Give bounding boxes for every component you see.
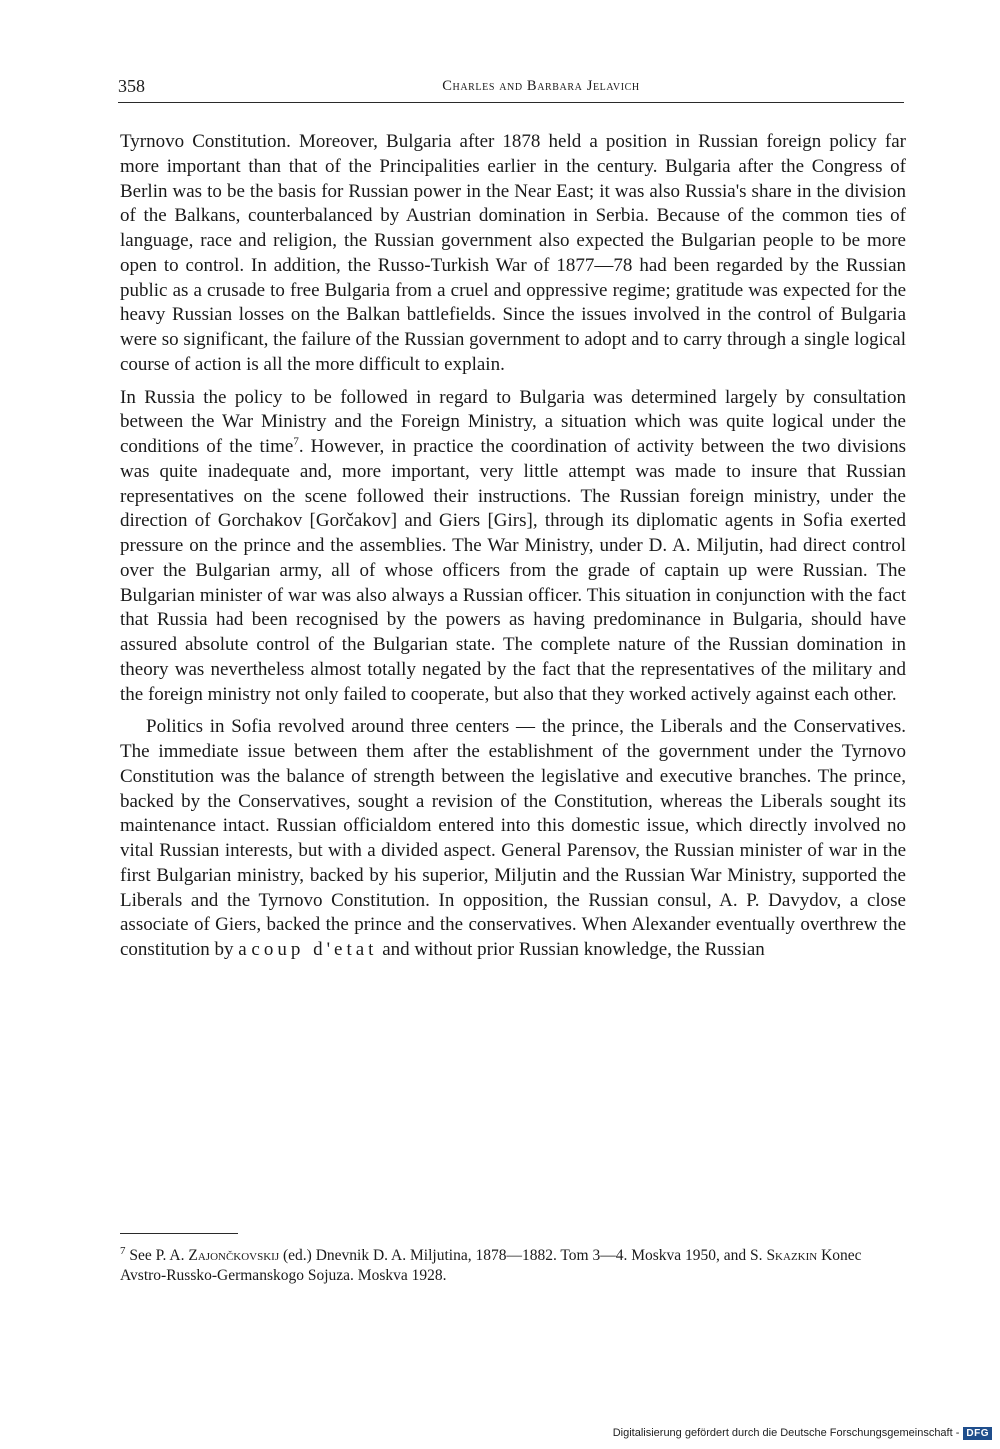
- footnote-author-1: Zajončkovskij: [188, 1247, 280, 1264]
- page-header: [118, 76, 904, 103]
- running-head-text: Charles and Barbara Jelavich: [442, 78, 640, 94]
- footnote-reference: 7: [293, 435, 299, 448]
- funding-text: Digitalisierung gefördert durch die Deutsche Forschungsgemeinschaft -: [612, 1427, 960, 1439]
- paragraph-1: Tyrnovo Constitution. Moreover, Bulgaria after 1878 held a position in Russian foreign policy far more important than that of the Principalities earlier in the century. Bulgaria after the Congress of Berlin was to be the basis for Russian power in the Near East; it was also Russia's share in the division of the Balkans, counterbalanced by Austrian domination in Serbia. Because of the common ties of language, race and religion, the Russian government also expected the Bulgarian people to be more open to control. In addition, the Russo-Turkish War of 1877—78 had been regarded by the Russian public as a crusade to free Bulgaria from a cruel and oppressive regime; gratitude was expected for the heavy Russian losses on the Balkan battlefields. Since the issues involved in the control of Bulgaria were so significant, the failure of the Russian government to adopt and to carry through a single logical course of action is all the more difficult to explain.: [120, 131, 906, 375]
- paragraph-2-part-1: In Russia the policy to be followed in regard to Bulgaria was determined largely by consultation between the War Ministry and the Foreign Ministry, a situation which was quite logical under the conditions of the time: [120, 386, 906, 457]
- footnote: [120, 1246, 910, 1286]
- footnote-text-3: Konec Avstro-Russko-Germanskogo Sojuza. Moskva 1928.: [120, 1247, 862, 1284]
- body-text: [120, 130, 906, 971]
- funding-footer: [613, 1425, 992, 1441]
- emphasized-phrase: coup d'etat: [251, 939, 378, 960]
- paragraph-3-part-1: Politics in Sofia revolved around three centers — the prince, the Liberals and the Conservatives. The immediate issue between them after the establishment of the government under the Tyrnovo Constitution was the balance of strength between the legislative and executive branches. The prince, backed by the Conservatives, sought a revision of the Constitution, whereas the Liberals sought its maintenance intact. Russian officialdom entered into this domestic issue, which directly involved no vital Russian interests, but with a divided aspect. General Parensov, the Russian minister of war in the first Bulgarian ministry, backed by his superior, Miljutin and the Russian War Ministry, supported the Liberals and the Tyrnovo Constitution. In opposition, the Russian consul, A. P. Davydov, a close associate of Giers, backed the prince and the conservatives. When Alexander eventually overthrew the constitution by a: [120, 716, 906, 960]
- footnote-divider: [120, 1233, 238, 1234]
- footnote-text-2: (ed.) Dnevnik D. A. Miljutina, 1878—1882. Tom 3—4. Moskva 1950, and S.: [283, 1247, 763, 1264]
- page-number: 358: [118, 76, 145, 96]
- running-head: [118, 78, 904, 95]
- paragraph-3: [120, 715, 906, 963]
- footnote-text-1: See P. A.: [129, 1247, 185, 1264]
- footnote-marker: 7: [120, 1244, 126, 1257]
- paragraph-2-part-2: . However, in practice the coordination of activity between the two divisions was quite inadequate and, more important, very little attempt was made to insure that Russian representatives on the scene followed their instructions. The Russian foreign ministry, under the direction of Gorchakov [Gorčakov] and Giers [Girs], through its diplomatic agents in Sofia exerted pressure on the prince and the assemblies. The War Ministry, under D. A. Miljutin, had direct control over the Bulgarian army, all of whose officers from the grade of captain up were Russian. The Bulgarian minister of war was also always a Russian officer. This situation in conjunction with the fact that Russia had been recognised by the powers as having predominance in Bulgaria, should have assured absolute control of the Bulgarian state. The complete nature of the Russian domination in theory was nevertheless almost totally negated by the fact that the representatives of the military and the foreign ministry not only failed to cooperate, but also that they worked actively against each other.: [120, 436, 906, 705]
- paragraph-3-part-2: and without prior Russian knowledge, the Russian: [382, 939, 765, 960]
- paragraph-2: [120, 386, 906, 708]
- dfg-logo: DFG: [963, 1427, 992, 1440]
- footnote-author-2: Skazkin: [766, 1247, 818, 1264]
